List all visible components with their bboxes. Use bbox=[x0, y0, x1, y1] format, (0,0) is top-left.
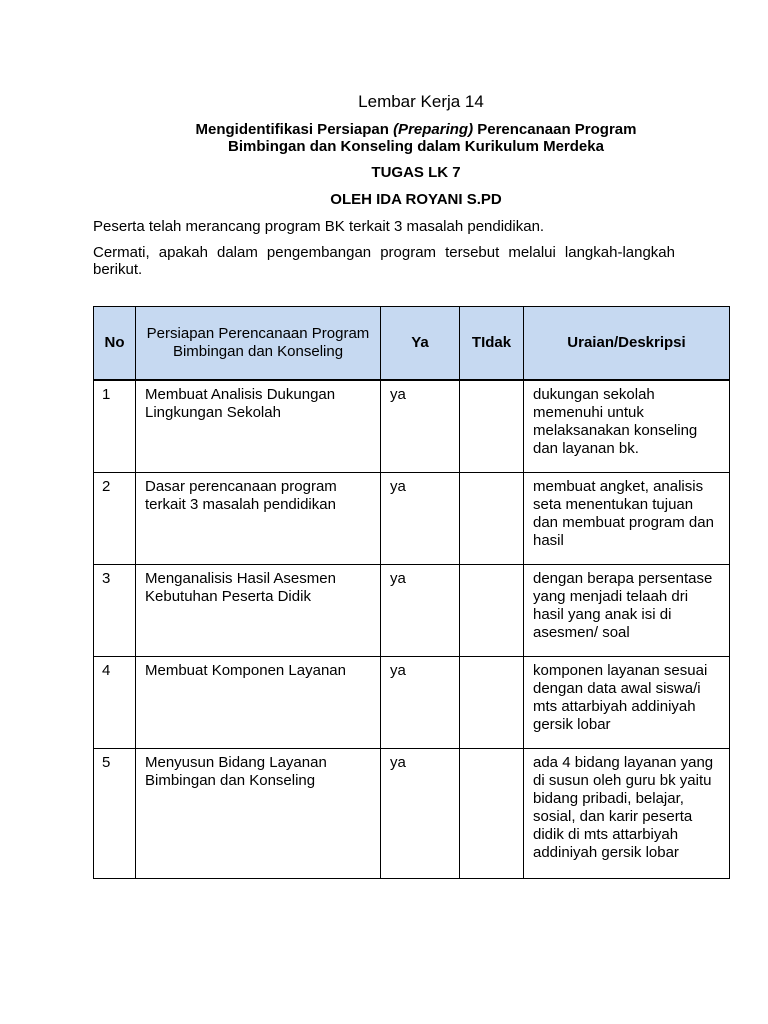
cell-item: Dasar perencanaan program terkait 3 masalah pendidikan bbox=[136, 472, 381, 564]
header-description: Uraian/Deskripsi bbox=[524, 307, 730, 381]
task-label: TUGAS LK 7 bbox=[371, 164, 461, 181]
cell-ya: ya bbox=[381, 748, 460, 878]
subtitle-text-part: Perencanaan Program bbox=[473, 121, 637, 138]
cell-tidak bbox=[460, 656, 524, 748]
header-tidak: TIdak bbox=[460, 307, 524, 381]
header-no: No bbox=[94, 307, 136, 381]
table-row bbox=[94, 564, 730, 656]
cell-tidak bbox=[460, 748, 524, 878]
author-line: OLEH IDA ROYANI S.PD bbox=[330, 191, 502, 208]
cell-tidak bbox=[460, 564, 524, 656]
cell-description: ada 4 bidang layanan yang di susun oleh guru bk yaitu bidang pribadi, belajar, sosial, dan karir peserta didik di mts attarbiyah addiniyah gersik lobar bbox=[524, 748, 730, 878]
document-subtitle bbox=[0, 121, 768, 155]
table-row bbox=[94, 748, 730, 878]
instruction-paragraph: Cermati, apakah dalam pengembangan program tersebut melalui langkah-langkah berikut. bbox=[93, 244, 675, 278]
cell-description: komponen layanan sesuai dengan data awal siswa/i mts attarbiyah addiniyah gersik lobar bbox=[524, 656, 730, 748]
table-row bbox=[94, 656, 730, 748]
subtitle-text-part: Mengidentifikasi Persiapan bbox=[195, 121, 394, 138]
header-item: Persiapan Perencanaan Program Bimbingan dan Konseling bbox=[136, 307, 381, 381]
cell-item: Membuat Komponen Layanan bbox=[136, 656, 381, 748]
cell-tidak bbox=[460, 380, 524, 472]
cell-ya: ya bbox=[381, 564, 460, 656]
cell-no: 5 bbox=[94, 748, 136, 878]
cell-ya: ya bbox=[381, 472, 460, 564]
intro-paragraph: Peserta telah merancang program BK terkait 3 masalah pendidikan. bbox=[93, 218, 545, 235]
cell-no: 1 bbox=[94, 380, 136, 472]
cell-tidak bbox=[460, 472, 524, 564]
cell-no: 4 bbox=[94, 656, 136, 748]
cell-description: dukungan sekolah memenuhi untuk melaksanakan konseling dan layanan bk. bbox=[524, 380, 730, 472]
subtitle-italic-part: (Preparing) bbox=[393, 121, 474, 138]
table-row bbox=[94, 472, 730, 564]
cell-no: 2 bbox=[94, 472, 136, 564]
document-title: Lembar Kerja 14 bbox=[358, 92, 484, 111]
cell-item: Membuat Analisis Dukungan Lingkungan Sekolah bbox=[136, 380, 381, 472]
subtitle-line-2: Bimbingan dan Konseling dalam Kurikulum Merdeka bbox=[228, 138, 604, 155]
cell-item: Menganalisis Hasil Asesmen Kebutuhan Peserta Didik bbox=[136, 564, 381, 656]
cell-description: dengan berapa persentase yang menjadi telaah dri hasil yang anak isi di asesmen/ soal bbox=[524, 564, 730, 656]
table-row bbox=[94, 380, 730, 472]
table-header-row bbox=[94, 307, 730, 381]
cell-ya: ya bbox=[381, 380, 460, 472]
cell-item: Menyusun Bidang Layanan Bimbingan dan Konseling bbox=[136, 748, 381, 878]
worksheet-table bbox=[93, 306, 730, 879]
cell-ya: ya bbox=[381, 656, 460, 748]
cell-no: 3 bbox=[94, 564, 136, 656]
header-ya: Ya bbox=[381, 307, 460, 381]
cell-description: membuat angket, analisis seta menentukan tujuan dan membuat program dan hasil bbox=[524, 472, 730, 564]
